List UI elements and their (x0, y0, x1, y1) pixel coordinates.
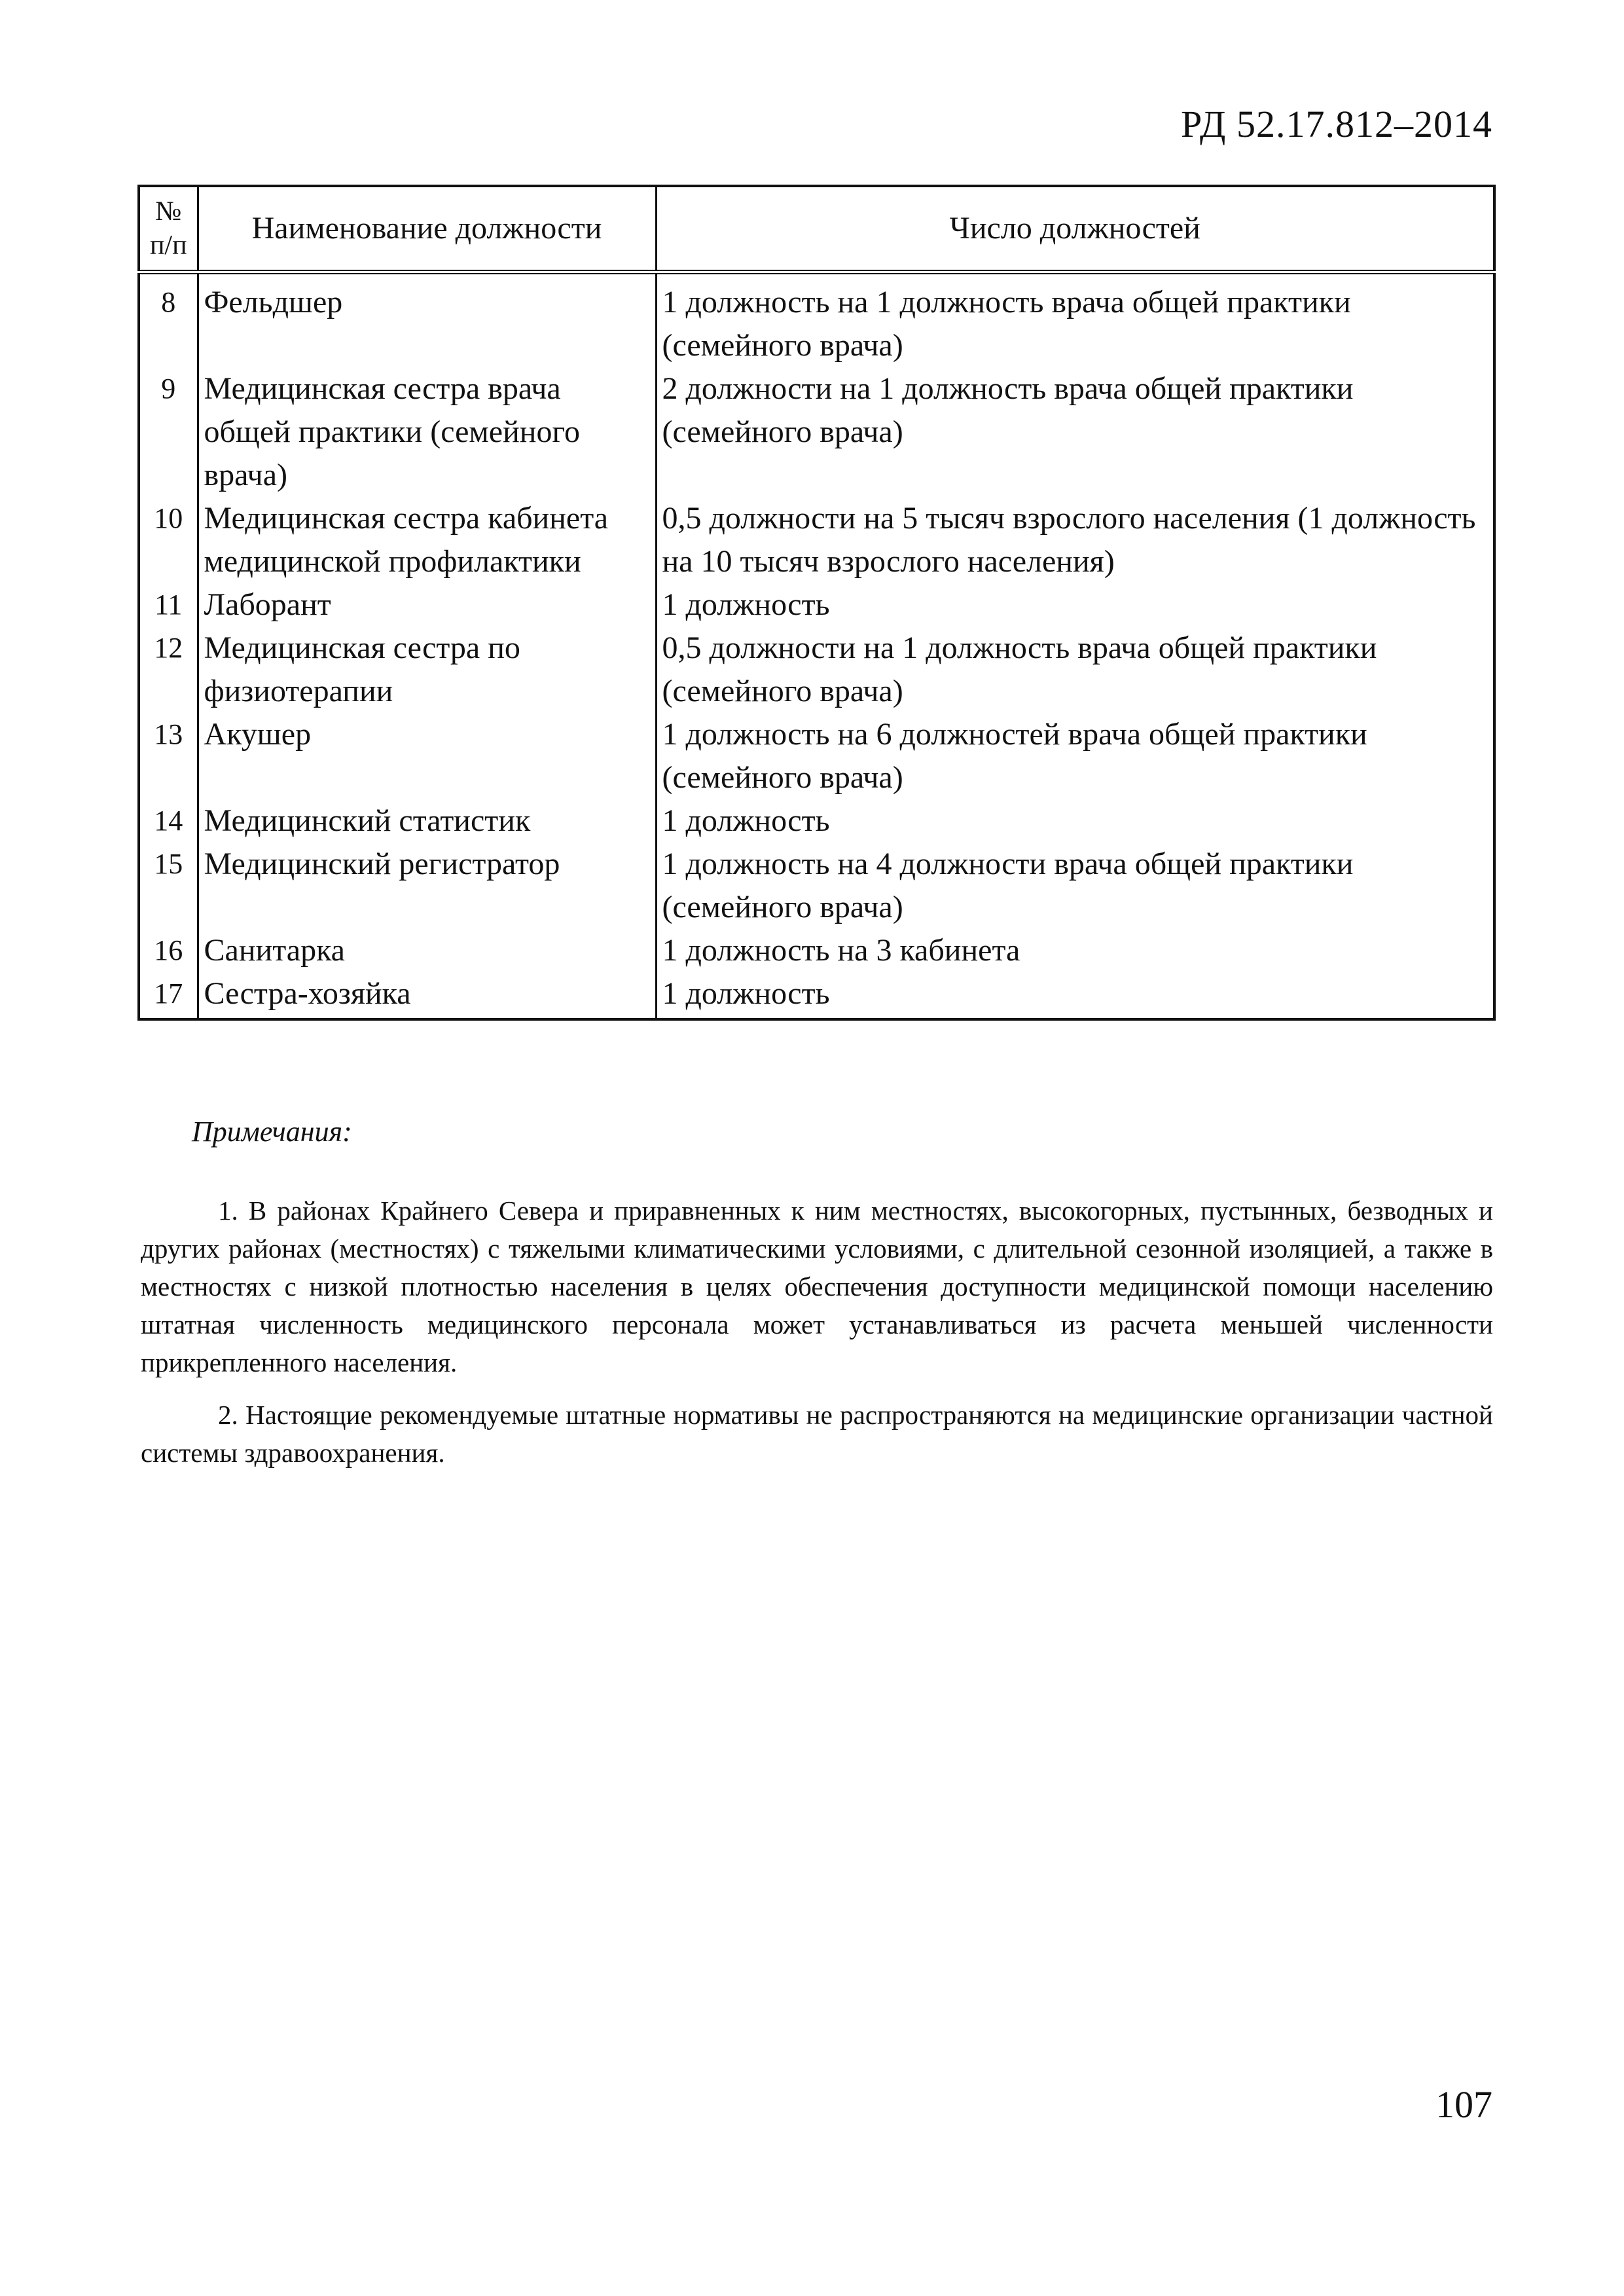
row-count: 1 должность на 3 кабинета (656, 929, 1494, 972)
row-position: Медицинская сестра врача общей практики (семейного врача) (198, 367, 656, 497)
row-count: 1 должность на 1 должность врача общей практики (семейного врача) (656, 272, 1494, 368)
row-number: 13 (139, 713, 198, 799)
table-row (139, 367, 1494, 497)
row-position: Акушер (198, 713, 656, 799)
page-number: 107 (1435, 2083, 1492, 2126)
row-number: 8 (139, 272, 198, 368)
row-number: 10 (139, 497, 198, 583)
row-number: 17 (139, 972, 198, 1019)
row-count: 0,5 должности на 1 должность врача общей практики (семейного врача) (656, 627, 1494, 713)
row-number: 16 (139, 929, 198, 972)
row-number: 11 (139, 583, 198, 627)
row-number: 14 (139, 799, 198, 843)
row-count: 1 должность (656, 799, 1494, 843)
staffing-table (137, 185, 1496, 1021)
row-position: Медицинский статистик (198, 799, 656, 843)
table-row (139, 272, 1494, 368)
notes-title: Примечания: (192, 1116, 352, 1148)
table-header-row (139, 186, 1494, 272)
row-count: 1 должность на 4 должности врача общей практики (семейного врача) (656, 843, 1494, 929)
header-position-count: Число должностей (656, 186, 1494, 272)
row-count: 1 должность (656, 583, 1494, 627)
row-count: 1 должность на 6 должностей врача общей практики (семейного врача) (656, 713, 1494, 799)
note-paragraph: 1. В районах Крайнего Севера и приравненных к ним местностях, высокогорных, пустынных, безводных и других районах (местностях) с тяжелыми климатическими условиями, с длительной сезонной изоляцией, а также в местностях с низкой плотностью населения в целях обеспечения доступности медицинской помощи населению штатная численность медицинского персонала может устанавливаться из расчета меньшей численности прикрепленного населения. (141, 1195, 1493, 1377)
table-row (139, 972, 1494, 1019)
table-row (139, 929, 1494, 972)
row-count: 0,5 должности на 5 тысяч взрослого населения (1 должность на 10 тысяч взрослого населения) (656, 497, 1494, 583)
row-number: 9 (139, 367, 198, 497)
row-position: Сестра-хозяйка (198, 972, 656, 1019)
row-position: Медицинская сестра по физиотерапии (198, 627, 656, 713)
header-position-name: Наименование должности (198, 186, 656, 272)
notes-section (141, 1113, 1493, 1486)
table-row (139, 497, 1494, 583)
table-row (139, 583, 1494, 627)
row-number: 15 (139, 843, 198, 929)
row-position: Лаборант (198, 583, 656, 627)
row-position: Санитарка (198, 929, 656, 972)
table-row (139, 799, 1494, 843)
document-code: РД 52.17.812–2014 (1181, 103, 1492, 145)
row-position: Медицинский регистратор (198, 843, 656, 929)
row-position: Медицинская сестра кабинета медицинской профилактики (198, 497, 656, 583)
table-row (139, 627, 1494, 713)
row-number: 12 (139, 627, 198, 713)
table-row (139, 843, 1494, 929)
note-paragraph: 2. Настоящие рекомендуемые штатные нормативы не распространяются на медицинские организации частной системы здравоохранения. (141, 1400, 1493, 1468)
header-number: № п/п (139, 186, 198, 272)
row-count: 2 должности на 1 должность врача общей практики (семейного врача) (656, 367, 1494, 497)
table-row (139, 713, 1494, 799)
row-position: Фельдшер (198, 272, 656, 368)
row-count: 1 должность (656, 972, 1494, 1019)
